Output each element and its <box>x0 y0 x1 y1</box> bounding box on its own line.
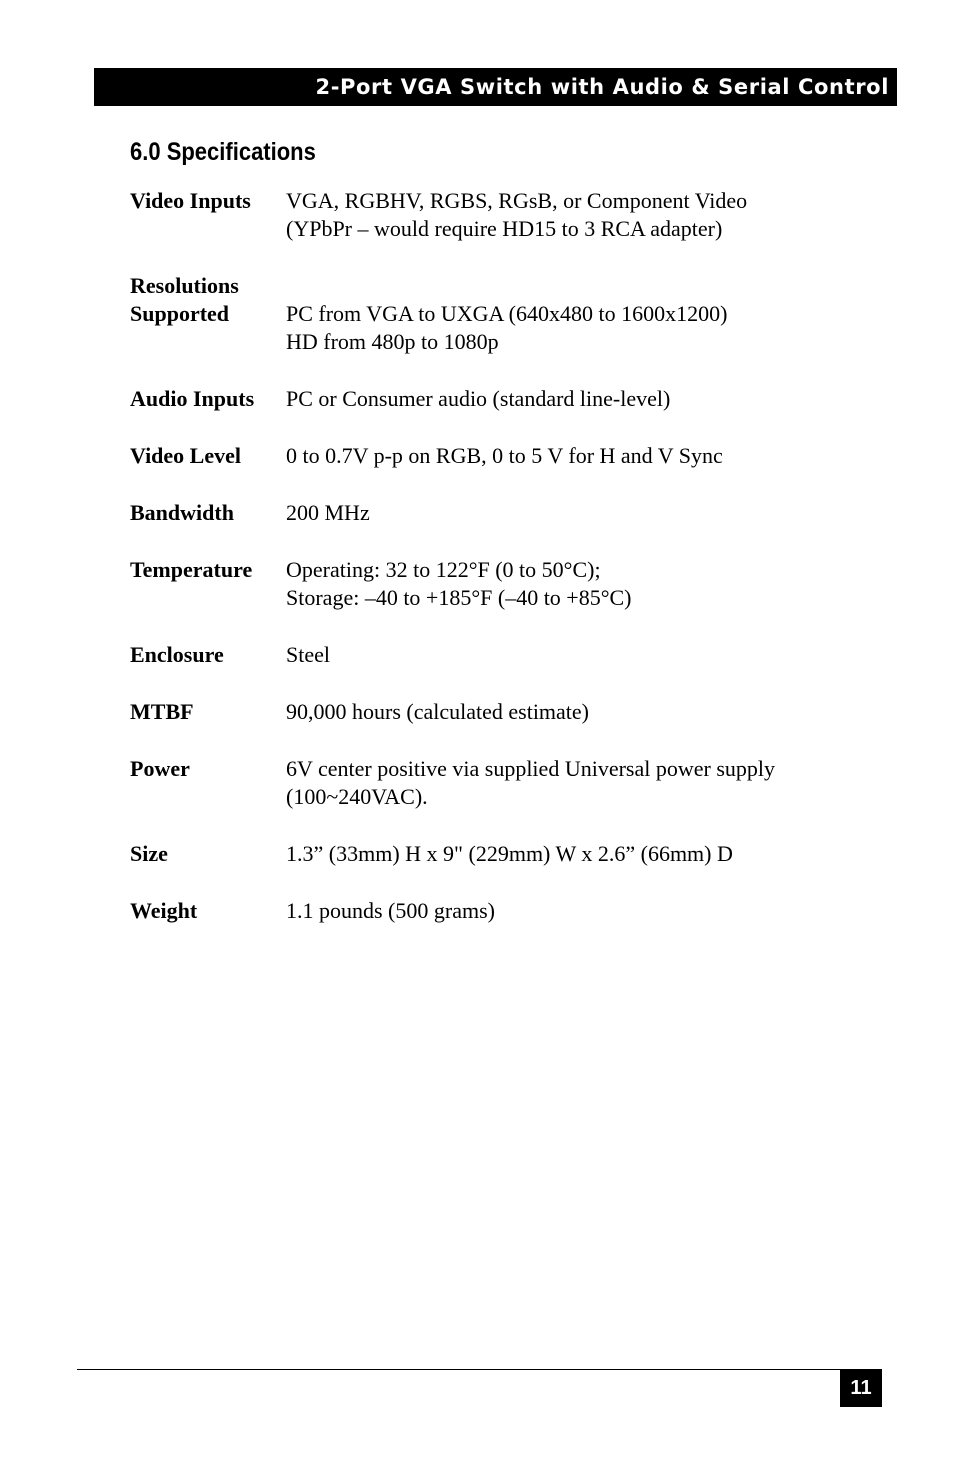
spec-value-line: 90,000 hours (calculated estimate) <box>286 699 590 724</box>
spec-row-video-inputs <box>130 187 850 243</box>
spec-label-line: Size <box>130 841 168 866</box>
spec-row-power <box>130 755 850 811</box>
spec-label-line: Video Level <box>130 443 241 468</box>
section-title: 6.0 Specifications <box>130 138 316 166</box>
header-title: 2-Port VGA Switch with Audio & Serial Control <box>315 75 889 99</box>
spec-label <box>130 272 280 328</box>
spec-value <box>286 556 850 612</box>
spec-label <box>130 641 280 669</box>
spec-value-line: PC or Consumer audio (standard line-level) <box>286 386 671 411</box>
spec-label-line: Weight <box>130 898 198 923</box>
spec-label-line: Bandwidth <box>130 500 234 525</box>
spec-label-line: Resolutions <box>130 273 239 298</box>
spec-label <box>130 187 280 215</box>
spec-value-line: 1.3” (33mm) H x 9" (229mm) W x 2.6” (66mm) D <box>286 841 733 866</box>
spec-row-temperature <box>130 556 850 612</box>
spec-value-line <box>286 272 850 300</box>
spec-label <box>130 442 280 470</box>
spec-value-line: 6V center positive via supplied Universal power supply <box>286 756 775 781</box>
spec-value <box>286 755 850 811</box>
spec-table <box>130 187 850 954</box>
spec-label-line: Power <box>130 756 190 781</box>
spec-value <box>286 897 850 925</box>
spec-label <box>130 698 280 726</box>
spec-row-video-level <box>130 442 850 470</box>
spec-label <box>130 385 280 413</box>
spec-value <box>286 698 850 726</box>
spec-label-line: MTBF <box>130 699 194 724</box>
spec-value <box>286 499 850 527</box>
spec-label <box>130 755 280 783</box>
spec-value-line: Storage: –40 to +185°F (–40 to +85°C) <box>286 585 632 610</box>
spec-value <box>286 272 850 356</box>
spec-value-line: Steel <box>286 642 330 667</box>
spec-value-line: VGA, RGBHV, RGBS, RGsB, or Component Video <box>286 188 748 213</box>
spec-row-enclosure <box>130 641 850 669</box>
spec-row-audio-inputs <box>130 385 850 413</box>
spec-label-line: Video Inputs <box>130 188 251 213</box>
spec-value-line: HD from 480p to 1080p <box>286 329 499 354</box>
header-bar <box>94 68 897 106</box>
spec-label <box>130 897 280 925</box>
spec-value <box>286 442 850 470</box>
spec-value <box>286 641 850 669</box>
spec-label-line: Audio Inputs <box>130 386 255 411</box>
spec-row-resolutions <box>130 272 850 356</box>
page-number-text: 11 <box>850 1377 872 1399</box>
spec-value <box>286 187 850 243</box>
spec-row-mtbf <box>130 698 850 726</box>
spec-value <box>286 385 850 413</box>
spec-label-line: Supported <box>130 301 230 326</box>
spec-row-size <box>130 840 850 868</box>
spec-row-bandwidth <box>130 499 850 527</box>
spec-label <box>130 840 280 868</box>
page-number <box>840 1370 882 1407</box>
spec-label <box>130 556 280 584</box>
spec-value-line: 1.1 pounds (500 grams) <box>286 898 495 923</box>
spec-label-line: Enclosure <box>130 642 224 667</box>
spec-value-line: Operating: 32 to 122°F (0 to 50°C); <box>286 557 601 582</box>
spec-value-line: 200 MHz <box>286 500 370 525</box>
spec-label-line: Temperature <box>130 557 253 582</box>
spec-value-line: 0 to 0.7V p-p on RGB, 0 to 5 V for H and V Sync <box>286 443 723 468</box>
spec-label <box>130 499 280 527</box>
spec-row-weight <box>130 897 850 925</box>
spec-value-line: (100~240VAC). <box>286 784 428 809</box>
footer-divider <box>77 1369 882 1370</box>
spec-value-line: PC from VGA to UXGA (640x480 to 1600x1200) <box>286 301 728 326</box>
spec-value <box>286 840 850 868</box>
spec-value-line: (YPbPr – would require HD15 to 3 RCA adapter) <box>286 216 723 241</box>
